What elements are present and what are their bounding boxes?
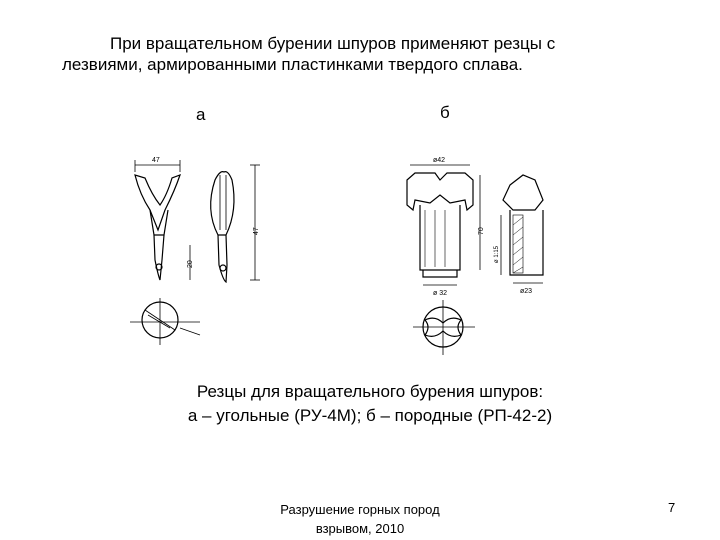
dim-a-lower: 20 <box>187 260 194 268</box>
page-number: 7 <box>668 500 676 515</box>
footer-line-2: взрывом, 2010 <box>315 521 405 536</box>
footer-line-1: Разрушение горных пород <box>280 502 440 517</box>
coal-cutter-drawing <box>120 150 290 350</box>
dim-a-top: 47 <box>152 157 160 164</box>
dim-b-b2: ø 32 <box>433 290 448 297</box>
figure-caption <box>140 380 600 428</box>
dim-b-side: ø 1:15 <box>494 245 500 263</box>
intro-line-1: При вращательном бурении шпуров применяют резцы с <box>110 34 556 53</box>
footer-text <box>250 500 470 538</box>
rock-cutter-drawing <box>395 155 575 360</box>
figure-label-b: б <box>440 103 450 122</box>
caption-line-1: Резцы для вращательного бурения шпуров: <box>196 382 544 401</box>
caption-line-2: а – угольные (РУ-4М); б – породные (РП-42-2) <box>187 406 553 425</box>
dim-a-height: 47 <box>253 227 260 235</box>
dim-b-bottom: ø23 <box>520 288 533 295</box>
intro-line-2: лезвиями, армированными пластинками твердого сплава. <box>62 55 523 74</box>
intro-text <box>62 33 682 75</box>
dim-b-top: ø42 <box>433 157 446 164</box>
dim-b-height: 70 <box>478 227 485 235</box>
figure-label-a: а <box>196 105 206 124</box>
